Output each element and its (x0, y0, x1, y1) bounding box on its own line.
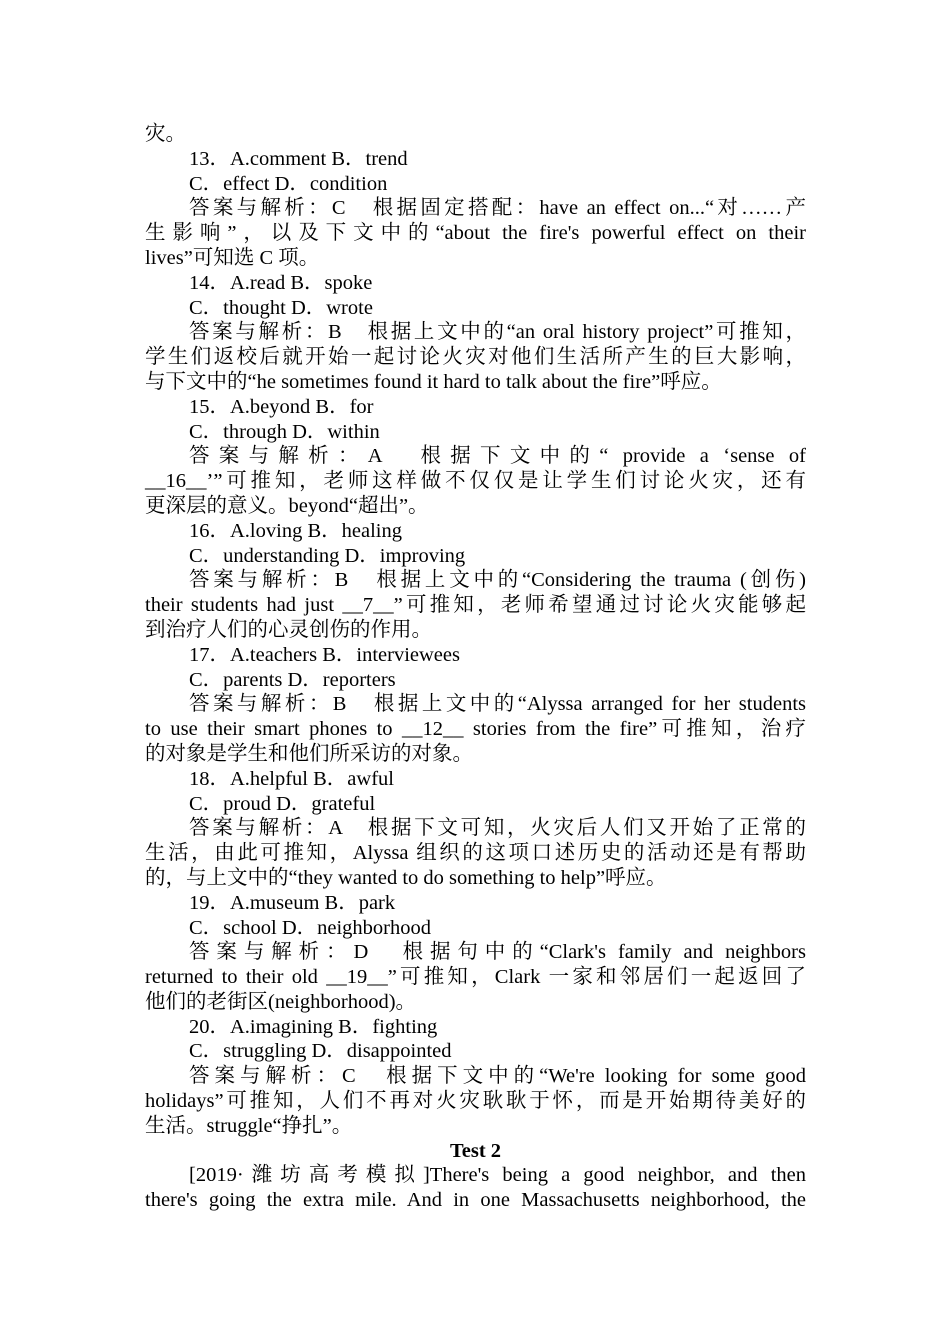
text-line: 的对象是学生和他们所采访的对象。 (145, 742, 473, 765)
text-line: C．through D．within (189, 420, 380, 443)
text-line: 答案与解析：B 根据上文中的“Alyssa arranged for her students (189, 693, 806, 716)
text-line: 与下文中的“he sometimes found it hard to talk about the fire”呼应。 (145, 370, 722, 393)
text-line: holidays”可推知，人们不再对火灾耿耿于怀，而是开始期待美好的 (145, 1090, 806, 1113)
text-line: 答案与解析：A 根据下文可知，火灾后人们又开始了正常的 (189, 817, 806, 840)
text-line: 14．A.read B．spoke (189, 271, 373, 294)
section-heading: Test 2 (449, 1139, 502, 1162)
text-line: C．effect D．condition (189, 172, 388, 195)
text-line: 15．A.beyond B．for (189, 395, 374, 418)
text-line: their students had just __7__”可推知，老师希望通过讨论火灾能够起 (145, 594, 806, 617)
text-line: 灾。 (145, 123, 186, 145)
text-line: C．proud D．grateful (189, 792, 376, 815)
text-line: [2019·潍坊高考模拟]There's being a good neighbor, and then (189, 1164, 806, 1187)
text-line: 18．A.helpful B．awful (189, 767, 394, 790)
text-line: C．parents D．reporters (189, 668, 396, 691)
text-line: C．struggling D．disappointed (189, 1040, 452, 1063)
text-line: C．understanding D．improving (189, 544, 466, 567)
text-line: C．thought D．wrote (189, 296, 373, 319)
text-line: lives”可知选 C 项。 (145, 246, 320, 269)
text-line: there's going the extra mile. And in one Massachusetts neighborhood, the (145, 1189, 806, 1212)
text-line: returned to their old __19__”可推知，Clark 一家和邻居们一起返回了 (145, 966, 806, 989)
document-page (145, 122, 806, 1213)
text-line: 生活。struggle“挣扎”。 (145, 1114, 353, 1137)
text-line: 答案与解析：A 根据下文中的“ provide a ‘sense of (189, 445, 806, 468)
text-line: 更深层的意义。beyond“超出”。 (145, 494, 429, 517)
text-line: 生活，由此可推知，Alyssa 组织的这项口述历史的活动还是有帮助 (145, 842, 806, 865)
text-line: 的，与上文中的“they wanted to do something to help”呼应。 (145, 866, 667, 889)
text-line: 答案与解析：B 根据上文中的“Considering the trauma (创伤) (189, 569, 806, 592)
text-line: 13．A.comment B．trend (189, 147, 408, 170)
text-line: __16__’”可推知，老师这样做不仅仅是让学生们讨论火灾，还有 (145, 470, 806, 493)
text-line: 生影响”，以及下文中的“about the fire's powerful effect on their (145, 222, 806, 245)
text-line: 19．A.museum B．park (189, 891, 396, 914)
text-line: 17．A.teachers B．interviewees (189, 643, 460, 666)
text-line: 答案与解析：C 根据固定搭配：have an effect on...“对……产 (189, 197, 806, 220)
text-line: to use their smart phones to __12__ stories from the fire”可推知，治疗 (145, 718, 806, 741)
text-line: 答案与解析：D 根据句中的“Clark's family and neighbors (189, 941, 806, 964)
text-line: 学生们返校后就开始一起讨论火灾对他们生活所产生的巨大影响， (145, 346, 806, 369)
text-line: 到治疗人们的心灵创伤的作用。 (145, 618, 432, 641)
text-line: 他们的老街区(neighborhood)。 (145, 990, 417, 1013)
text-line: 答案与解析：C 根据下文中的“We're looking for some good (189, 1065, 806, 1088)
text-line: 20．A.imagining B．fighting (189, 1015, 438, 1038)
text-line: C．school D．neighborhood (189, 916, 431, 939)
text-line: 答案与解析：B 根据上文中的“an oral history project”可推知， (189, 321, 806, 344)
text-line: 16．A.loving B．healing (189, 519, 402, 542)
